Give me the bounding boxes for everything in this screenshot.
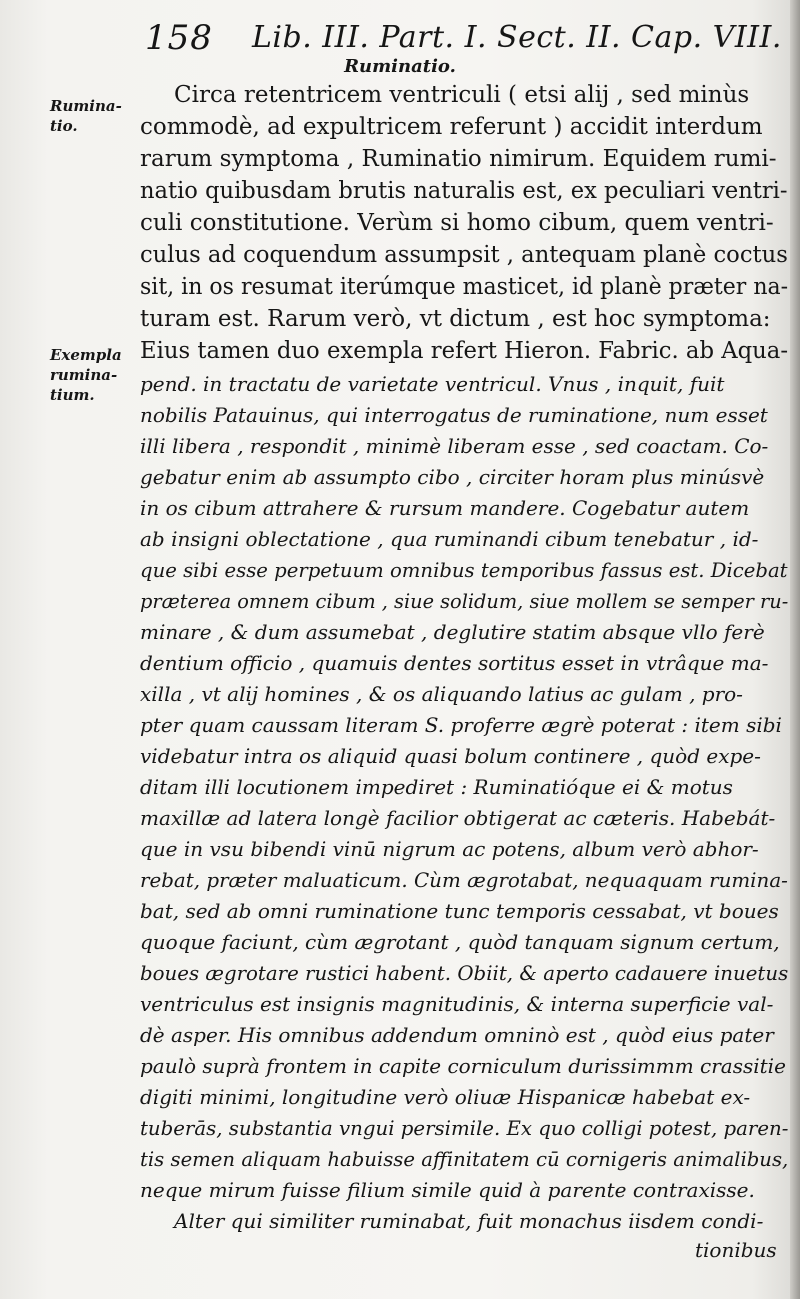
text-line: Eius tamen duo exempla refert Hieron. Fabric. ab Aqua-: [140, 338, 789, 364]
text-line: nobilis Patauinus, qui interrogatus de ruminatione, num esset: [140, 403, 768, 427]
page-gutter-shadow: [790, 0, 800, 1299]
text-line: que in vsu bibendi vinū nigrum ac potens, album verò abhor-: [140, 837, 759, 861]
text-line: xilla , vt alij homines , & os aliquando latius ac gulam , pro-: [140, 682, 743, 706]
page-header: [0, 8, 800, 56]
page-number: 158: [145, 18, 213, 58]
text-line: ab insigni oblectatione , qua ruminandi cibum tenebatur , id-: [140, 527, 759, 551]
margin-note-line: Rumina-: [50, 97, 122, 115]
text-line: que sibi esse perpetuum omnibus temporibus fassus est. Dicebat: [140, 558, 788, 582]
text-line: gebatur enim ab assumpto cibo , circiter horam plus minúsvè: [140, 465, 765, 489]
running-head: Lib. III. Part. I. Sect. II. Cap. VIII.: [252, 20, 782, 55]
text-line: bat, sed ab omni ruminatione tunc temporis cessabat, vt boues: [140, 899, 779, 923]
text-line: turam est. Rarum verò, vt dictum , est hoc symptoma:: [140, 306, 771, 332]
catchword: tionibus: [695, 1238, 777, 1262]
text-line: rebat, præter maluaticum. Cùm ægrotabat, nequaquam rumina-: [140, 868, 788, 892]
text-line: neque mirum fuisse filium simile quid à parente contraxisse.: [140, 1178, 755, 1202]
text-line: culus ad coquendum assumpsit , antequam planè coctus: [140, 242, 788, 268]
text-line: in os cibum attrahere & rursum mandere. Cogebatur autem: [140, 496, 750, 520]
margin-note-line: tium.: [50, 386, 95, 404]
text-line: ventriculus est insignis magnitudinis, & interna superficie val-: [140, 992, 774, 1016]
text-line: Alter qui similiter ruminabat, fuit monachus iisdem condi-: [174, 1209, 764, 1233]
margin-note-line: rumina-: [50, 366, 118, 384]
text-line: commodè, ad expultricem referunt ) accidit interdum: [140, 114, 763, 140]
margin-note-ruminatio: [50, 96, 140, 136]
text-line: sit, in os resumat iterúmque masticet, id planè præter na-: [140, 274, 789, 300]
text-line: quoque faciunt, cùm ægrotant , quòd tanquam signum certum,: [140, 930, 780, 954]
text-line: minare , & dum assumebat , deglutire statim absque vllo ferè: [140, 620, 765, 644]
section-title: Ruminatio.: [344, 56, 456, 77]
text-line: illi libera , respondit , minimè liberam esse , sed coactam. Co-: [140, 434, 769, 458]
text-line: tis semen aliquam habuisse affinitatem cū cornigeris animalibus,: [140, 1147, 789, 1171]
margin-note-line: tio.: [50, 117, 78, 135]
text-line: rarum symptoma , Ruminatio nimirum. Equidem rumi-: [140, 146, 777, 172]
text-line: boues ægrotare rustici habent. Obiit, & aperto cadauere inuetus: [140, 961, 789, 985]
text-line: tuberās, substantia vngui persimile. Ex quo colligi potest, paren-: [140, 1116, 789, 1140]
text-line: pter quam caussam literam S. proferre ægrè poterat : item sibi: [140, 713, 782, 737]
text-line: Circa retentricem ventriculi ( etsi alij , sed minùs: [174, 82, 750, 108]
text-line: dè asper. His omnibus addendum omninò est , quòd eius pater: [140, 1023, 774, 1047]
text-line: ditam illi locutionem impediret : Ruminatióque ei & motus: [140, 775, 733, 799]
text-line: natio quibusdam brutis naturalis est, ex peculiari ventri-: [140, 178, 788, 204]
text-line: maxillæ ad latera longè facilior obtigerat ac cæteris. Habebát-: [140, 806, 776, 830]
text-line: dentium officio , quamuis dentes sortitus esset in vtrâque ma-: [140, 651, 769, 675]
text-line: videbatur intra os aliquid quasi bolum continere , quòd expe-: [140, 744, 761, 768]
text-line: digiti minimi, longitudine verò oliuæ Hispanicæ habebat ex-: [140, 1085, 751, 1109]
text-line: culi constitutione. Verùm si homo cibum, quem ventri-: [140, 210, 774, 236]
text-line: præterea omnem cibum , siue solidum, siue mollem se semper ru-: [140, 589, 789, 613]
text-line: paulò suprà frontem in capite corniculum durissimmm crassitie: [140, 1054, 786, 1078]
margin-note-line: Exempla: [50, 346, 122, 364]
margin-note-exempla: [50, 345, 140, 405]
text-line: pend. in tractatu de varietate ventricul. Vnus , inquit, fuit: [140, 372, 725, 396]
